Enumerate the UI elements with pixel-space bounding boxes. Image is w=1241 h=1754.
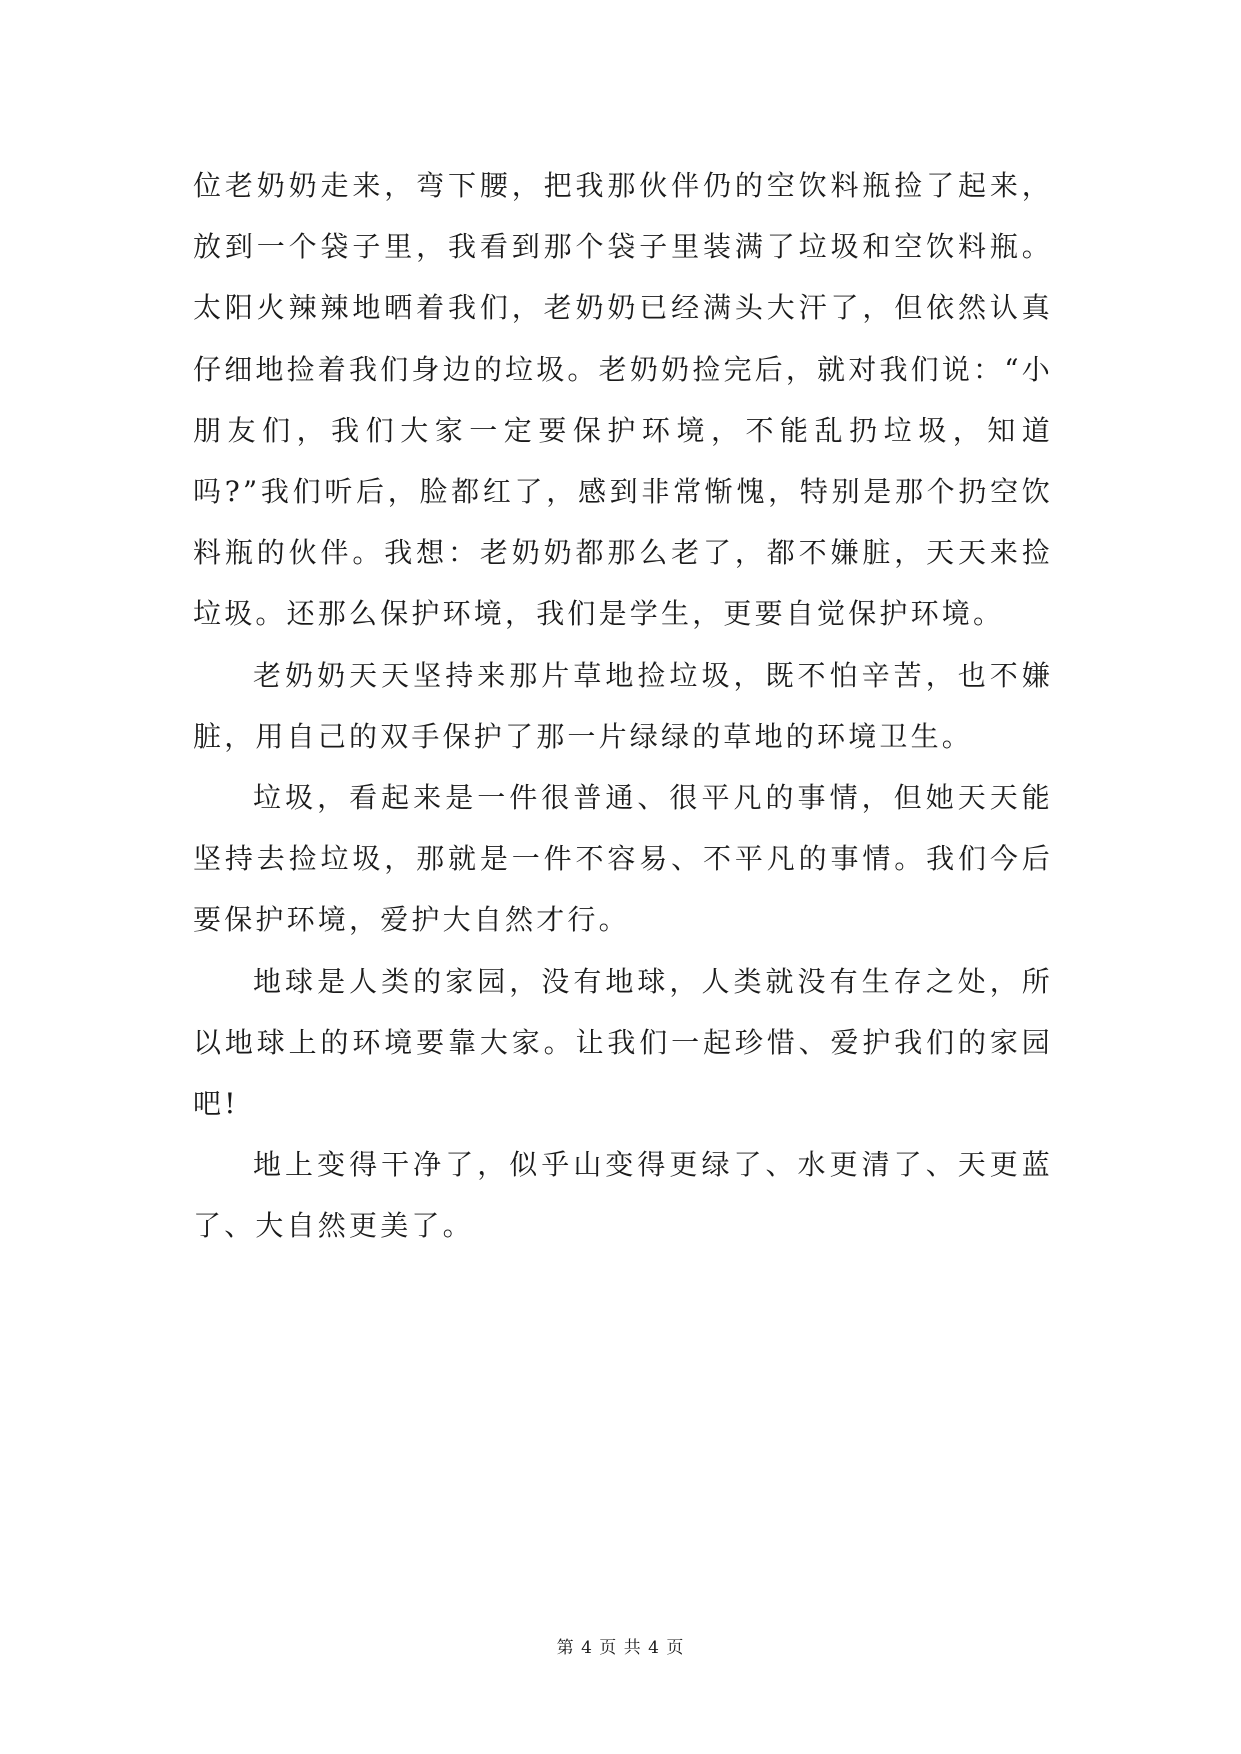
document-body [193,155,1053,1257]
paragraph-5: 地上变得干净了，似乎山变得更绿了、水更清了、天更蓝了、大自然更美了。 [193,1148,1053,1243]
paragraph-1: 位老奶奶走来，弯下腰，把我那伙伴仍的空饮料瓶捡了起来，放到一个袋子里，我看到那个袋子里装满了垃圾和空饮料瓶。太阳火辣辣地晒着我们，老奶奶已经满头大汗了，但依然认真仔细地捡着我们身边的垃圾。老奶奶捡完后，就对我们说：“小朋友们，我们大家一定要保护环境，不能乱扔垃圾，知道吗?”我们听后，脸都红了，感到非常惭愧，特别是那个扔空饮料瓶的伙伴。我想：老奶奶都那么老了，都不嫌脏，天天来捡垃圾。还那么保护环境，我们是学生，更要自觉保护环境。 [193,169,1053,631]
page-number-footer: 第 4 页 共 4 页 [556,1638,685,1658]
paragraph-4: 地球是人类的家园，没有地球，人类就没有生存之处，所以地球上的环境要靠大家。让我们一起珍惜、爱护我们的家园吧! [193,964,1053,1121]
paragraph-2: 老奶奶天天坚持来那片草地捡垃圾，既不怕辛苦，也不嫌脏，用自己的双手保护了那一片绿绿的草地的环境卫生。 [193,658,1053,753]
paragraph-3: 垃圾，看起来是一件很普通、很平凡的事情，但她天天能坚持去捡垃圾，那就是一件不容易、不平凡的事情。我们今后要保护环境，爱护大自然才行。 [193,781,1053,937]
